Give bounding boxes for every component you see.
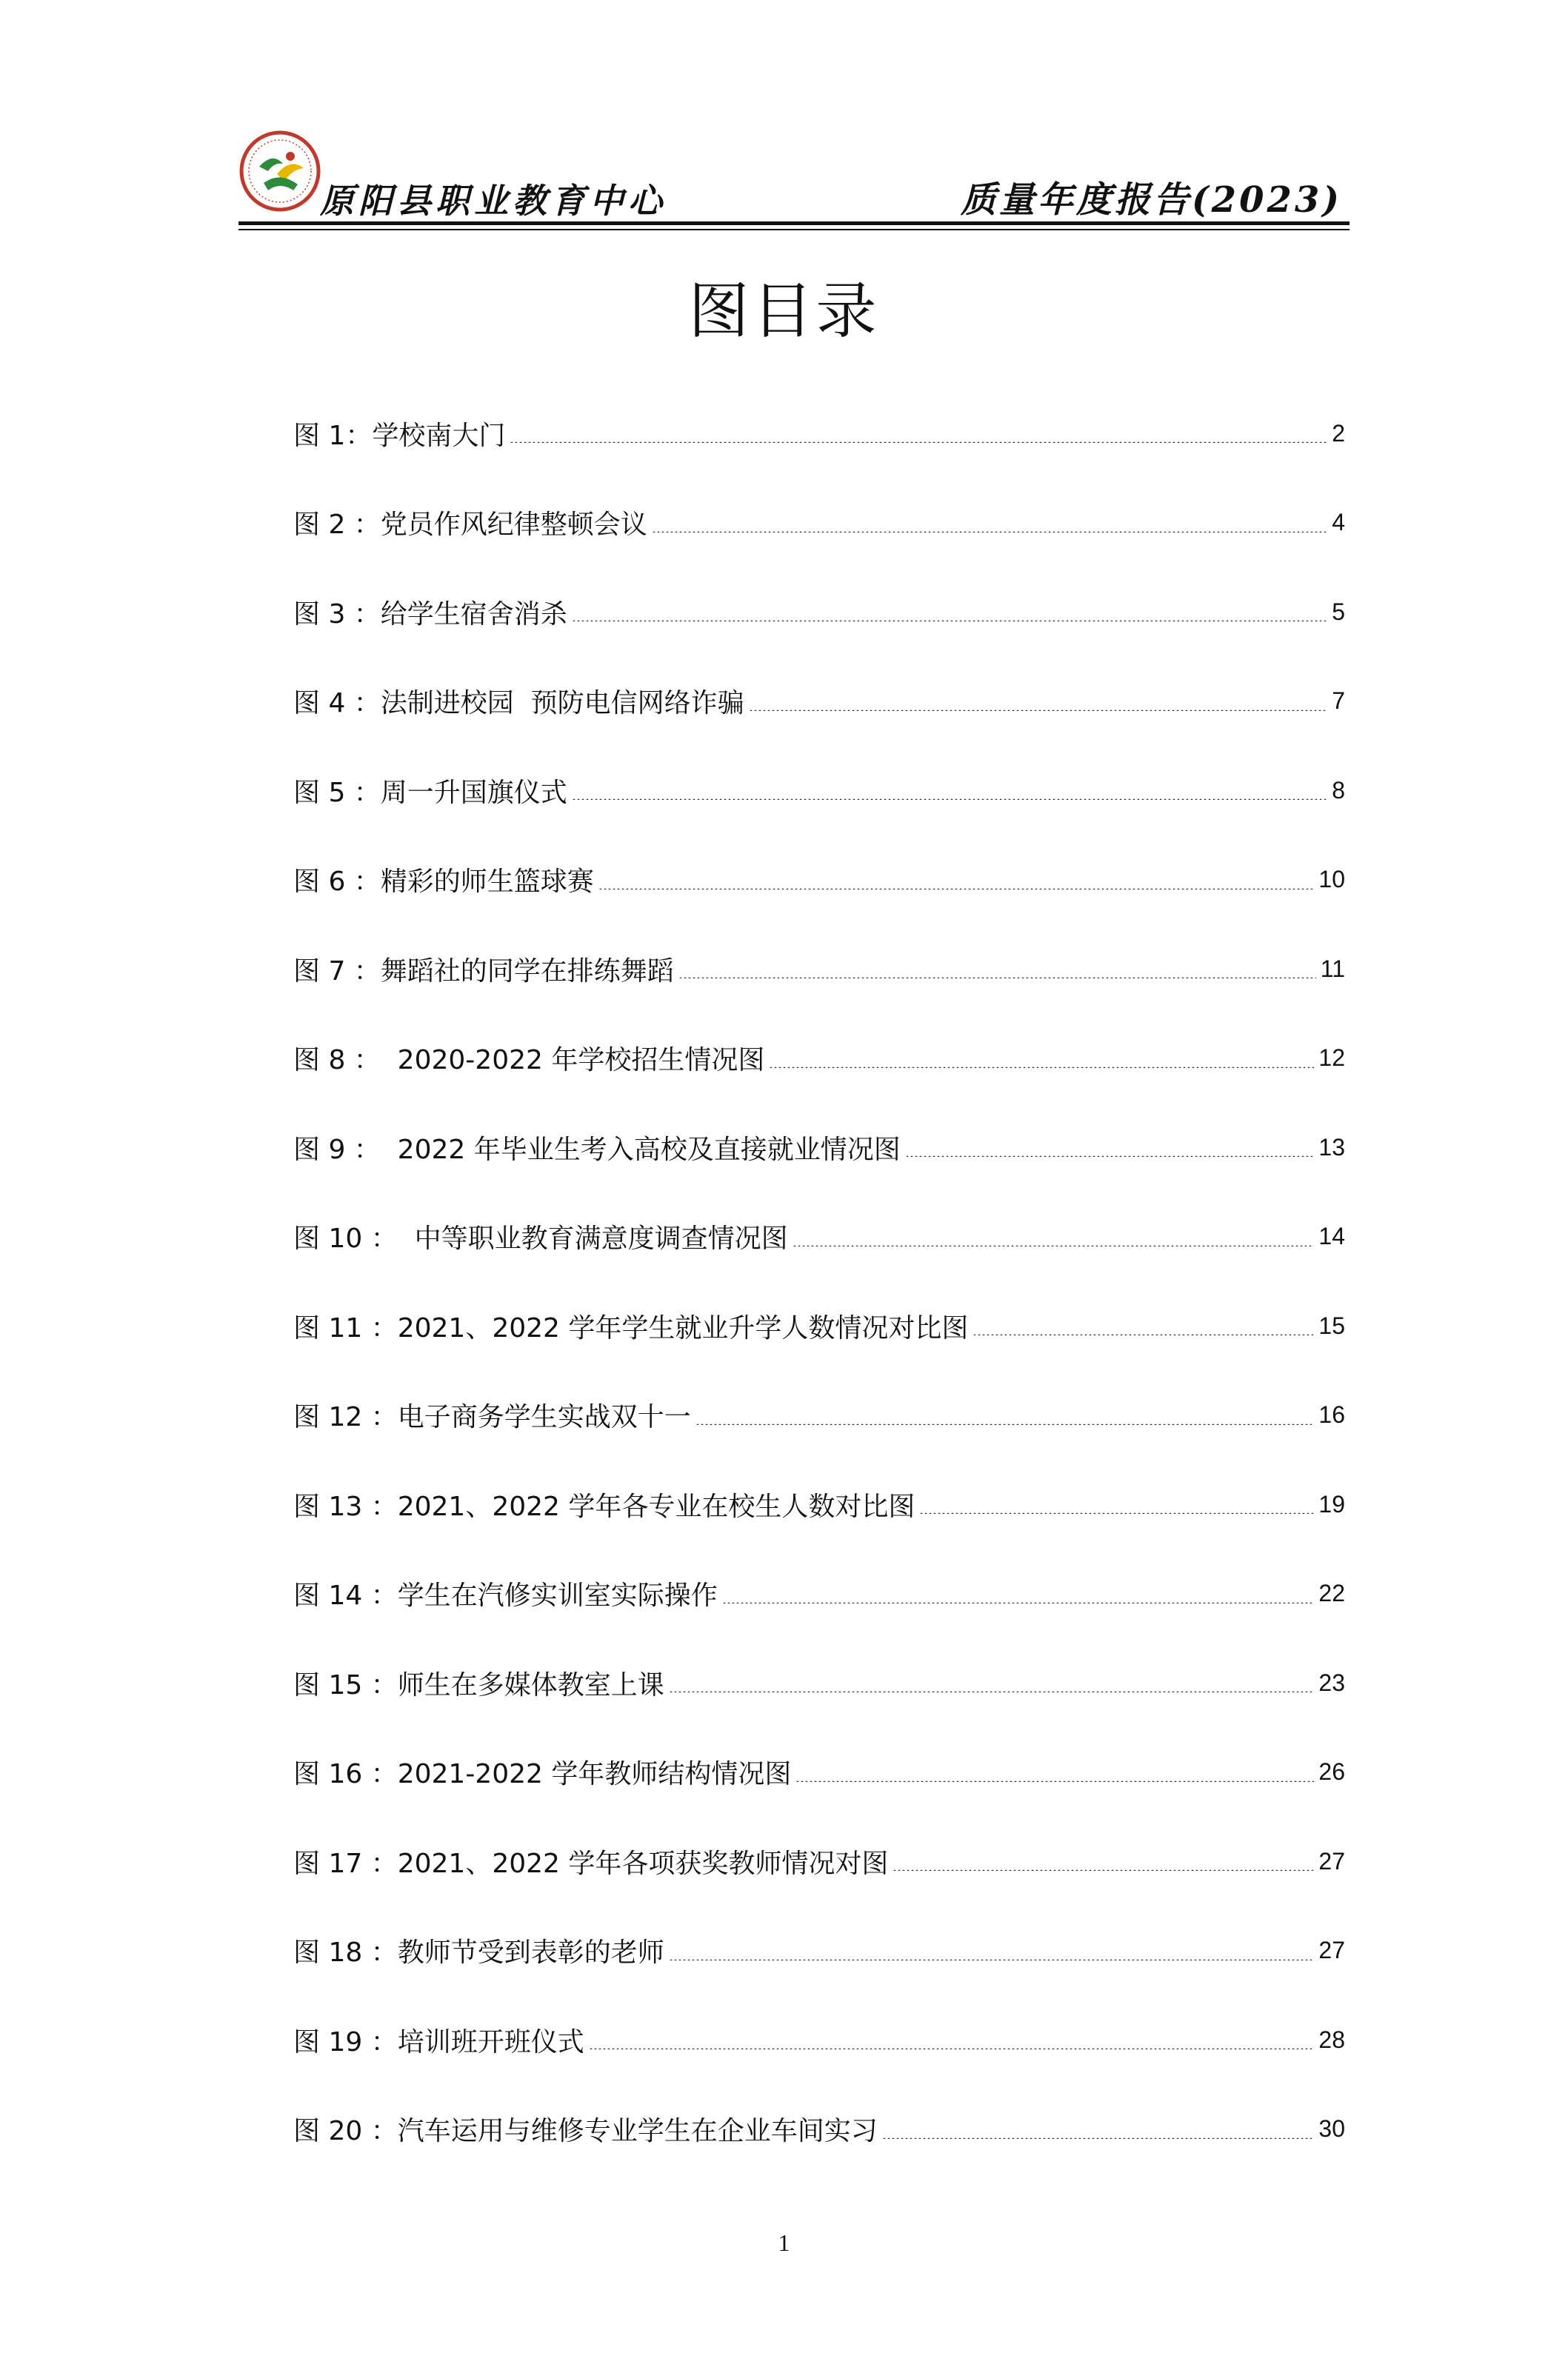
toc-entry-page: 10 [1318,866,1345,893]
toc-entry-title: 学校南大门 [372,420,506,451]
toc-entry-label: 图 14 ： [293,1581,398,1612]
toc-entry-label: 图 1： [293,420,373,451]
toc-entry-label: 图 4 ： [293,688,381,719]
toc-entry-title: 2021、2022 学年各专业在校生人数对比图 [397,1491,915,1522]
page-header [238,122,1350,233]
toc-entry-page: 8 [1332,776,1345,804]
page-title: 图目录 [688,276,880,347]
toc-entry-page: 22 [1318,1580,1345,1607]
toc-entry-page: 4 [1332,509,1345,536]
toc-entry-page: 28 [1318,2026,1345,2053]
toc-dot-leader [919,1512,1314,1514]
toc-entry-title: 教师节受到表彰的老师 [397,1938,664,1969]
toc-dot-leader [749,710,1328,711]
toc-entry-title: 法制进校园 预防电信网络诈骗 [380,688,744,719]
toc-entry-title: 汽车运用与维修专业学生在企业车间实习 [397,2116,878,2147]
toc-dot-leader [589,2048,1315,2049]
toc-entry-page: 5 [1332,598,1345,625]
toc-entry-title: 党员作风纪律整顿会议 [380,510,647,541]
toc-entry-label: 图 15 ： [293,1669,398,1701]
header-rule-thick [238,221,1350,225]
toc-entry[interactable] [293,567,1345,657]
toc-entry-title: 学生在汽修实训室实际操作 [397,1581,718,1612]
page-number: 1 [778,2229,790,2256]
toc-dot-leader [669,1691,1315,1692]
report-title: 质量年度报告(2023) [960,179,1342,221]
toc-entry-title: 师生在多媒体教室上课 [397,1669,664,1701]
toc-entry[interactable] [293,478,1345,568]
toc-entry-label: 图 18 ： [293,1938,398,1969]
toc-entry-page: 19 [1318,1490,1345,1518]
toc-entry-title: 给学生宿舍消杀 [380,598,567,630]
toc-entry-page: 11 [1320,955,1345,982]
toc-entry-title: 培训班开班仪式 [397,2026,584,2057]
toc-entry-label: 图 6 ： [293,867,381,898]
toc-entry-title: 2021、2022 学年学生就业升学人数情况对比图 [397,1312,969,1344]
toc-dot-leader [973,1334,1314,1335]
toc-entry-title: 2021、2022 学年各项获奖教师情况对图 [397,1848,889,1879]
toc-entry-label: 图 5 ： [293,777,381,808]
toc-dot-leader [510,441,1327,443]
toc-entry-page: 7 [1332,687,1345,715]
toc-dot-leader [722,1602,1315,1603]
toc-entry[interactable] [293,1460,1345,1549]
toc-entry-label: 图 10 ： [293,1224,398,1255]
toc-entry[interactable] [293,1906,1345,1996]
toc-entry-page: 15 [1318,1312,1345,1339]
toc-entry-page: 16 [1318,1401,1345,1429]
toc-entry[interactable] [293,924,1345,1014]
toc-entry-label: 图 7 ： [293,955,381,987]
toc-entry-page: 13 [1318,1133,1345,1161]
toc-dot-leader [893,1869,1314,1871]
toc-dot-leader [905,1155,1315,1157]
toc-dot-leader [795,1780,1314,1782]
toc-entry-page: 30 [1318,2115,1345,2143]
toc-entry[interactable] [293,2085,1345,2175]
toc-dot-leader [572,620,1327,621]
toc-entry-page: 12 [1318,1044,1345,1072]
toc-entry[interactable] [293,1995,1345,2085]
toc-entry-label: 图 17 ： [293,1848,398,1879]
toc-entry-title: 精彩的师生篮球赛 [380,867,594,898]
toc-entry[interactable] [293,1192,1345,1282]
toc-entry-title: 2020-2022 年学校招生情况图 [380,1045,765,1076]
toc-entry-label: 图 13 ： [293,1491,398,1522]
toc-entry[interactable] [293,389,1345,478]
toc-entry[interactable] [293,1103,1345,1192]
toc-dot-leader [652,531,1327,533]
toc-dot-leader [678,977,1316,978]
toc-entry-label: 图 8 ： [293,1045,381,1076]
toc-entry[interactable] [293,1728,1345,1818]
toc-entry-label: 图 19 ： [293,2026,398,2057]
toc-dot-leader [572,798,1327,800]
toc-dot-leader [669,1959,1315,1960]
toc-entry-title: 2022 年毕业生考入高校及直接就业情况图 [380,1134,901,1165]
toc-dot-leader [598,888,1315,890]
toc-entry[interactable] [293,657,1345,747]
toc-entry-label: 图 20 ： [293,2116,398,2147]
toc-entry-page: 27 [1318,1937,1345,1964]
toc-entry-label: 图 9 ： [293,1134,381,1165]
toc-dot-leader [695,1424,1315,1425]
toc-entry-title: 舞蹈社的同学在排练舞蹈 [380,955,674,987]
toc-entry[interactable] [293,1014,1345,1104]
toc-entry-page: 2 [1332,419,1345,447]
toc-entry-page: 14 [1318,1223,1345,1250]
toc-entry-page: 23 [1318,1669,1345,1696]
toc-entry-page: 27 [1318,1847,1345,1875]
school-name: 原阳县职业教育中心 [320,181,667,221]
toc-entry-label: 图 3 ： [293,598,381,630]
toc-dot-leader [793,1245,1315,1246]
toc-entry-page: 26 [1318,1758,1345,1786]
toc-entry-title: 周一升国旗仪式 [380,777,567,808]
toc-entry[interactable] [293,1281,1345,1371]
toc-entry[interactable] [293,1371,1345,1461]
toc-entry[interactable] [293,1638,1345,1728]
toc-dot-leader [769,1067,1314,1068]
figure-list [293,389,1345,2174]
toc-entry[interactable] [293,746,1345,835]
toc-entry[interactable] [293,1817,1345,1906]
toc-entry-label: 图 12 ： [293,1402,398,1433]
toc-entry-title: 中等职业教育满意度调查情况图 [397,1224,788,1255]
toc-entry-label: 图 2 ： [293,510,381,541]
school-logo-icon [238,130,321,213]
toc-entry-label: 图 16 ： [293,1759,398,1790]
toc-entry[interactable] [293,835,1345,925]
toc-entry-title: 电子商务学生实战双十一 [397,1402,691,1433]
header-rule-thin [238,229,1350,230]
toc-entry-title: 2021-2022 学年教师结构情况图 [397,1759,792,1790]
toc-entry-label: 图 11 ： [293,1312,398,1344]
toc-dot-leader [882,2137,1315,2139]
toc-entry[interactable] [293,1549,1345,1639]
